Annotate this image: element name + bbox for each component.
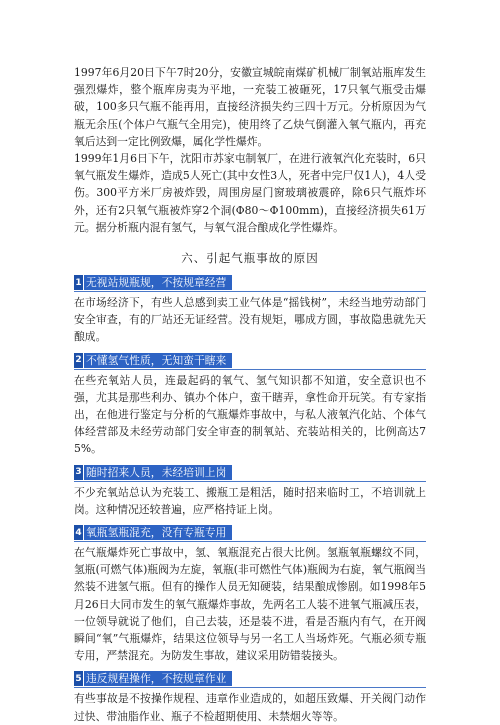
cause-number-badge: 1	[74, 275, 83, 290]
cause-header-3	[74, 464, 426, 482]
cause-title: 不懂氢气性质，无知蛮干瞎来	[84, 353, 232, 368]
cause-header-5	[74, 670, 426, 688]
cause-title: 随时招来人员，未经培训上岗	[84, 465, 232, 480]
cause-number-badge: 2	[74, 353, 83, 368]
cause-body: 有些事故是不按操作规程、违章作业造成的，如超压致爆、开关阀门动作过快、带油脂作业、瓶子不检超期使用、未禁烟火等等。	[74, 692, 426, 723]
cause-number-badge: 3	[74, 465, 83, 480]
cause-body: 不少充氧站总认为充装工、搬瓶工是粗活，随时招来临时工，不培训就上岗。这种情况还较普遍，应严格持证上岗。	[74, 485, 426, 516]
intro-paragraph-1: 1997年6月20日下午7时20分，安徽宣城皖南煤矿机械厂制氧站瓶库发生强烈爆炸，整个瓶库房夷为平地，一充装工被砸死，17只氧气瓶受击爆破，100多只气瓶不能再用，直接经济损失约三四十万元。分析原因为气瓶无余压(个体户气瓶气全用完)，使用终了乙炔气倒灌入氧气瓶内，再充氧后达到一定比例致爆，属化学性爆炸。	[74, 66, 426, 148]
cause-body: 在气瓶爆炸死亡事故中，氢、氧瓶混充占很大比例。氢瓶氧瓶螺纹不同，氢瓶(可燃气体)瓶阀为左旋，氧瓶(非可燃性气体)瓶阀为右旋，氧气瓶阀当然装不进氢气瓶。但有的操作人员无知硬装，结果酿成惨剧。如1998年5月26日大同市发生的氧气瓶爆炸事故，先两名工人装不进氧气瓶减压表，一位领导就说了他们，自己去装，还是装不进，看是否瓶内有气，在开阀瞬间“氧”气瓶爆炸，结果这位领导与另一名工人当场炸死。气瓶必须专瓶专用，严禁混充。为防发生事故，建议采用防错装接头。	[74, 546, 426, 663]
cause-item-4	[74, 524, 426, 664]
intro-paragraph-2: 1999年1月6日下午，沈阳市苏家屯制氧厂，在进行液氧汽化充装时，6只氧气瓶发生爆炸，造成5人死亡(其中女性3人，死者中完尸仅1人)，4人受伤。300平方米厂房被炸毁，周围房屋门窗玻璃被震碎，除6只气瓶炸坏外，还有2只氧气瓶被炸穿2个洞(Φ80～Φ100mm)，直接经济损失61万元。据分析瓶内混有氢气，与氧气混合酿成化学性爆炸。	[74, 152, 426, 234]
cause-body: 在市场经济下，有些人总感到卖工业气体是“摇钱树”，未经当地劳动部门安全审查，有的厂站还无证经营。没有规矩，哪成方圆，事故隐患就先天酿成。	[74, 296, 426, 344]
cause-title: 无视站规瓶规，不按规章经营	[84, 275, 232, 290]
cause-item-1	[74, 274, 426, 346]
cause-body: 在些充氧站人员，连最起码的氧气、氢气知识都不知道，安全意识也不强，尤其是那些利办、镇办个体户，蛮干瞎弄，拿性命开玩笑。有专家指出，在他进行鉴定与分析的气瓶爆炸事故中，与私人液氧汽化站、个体气体经营部及未经劳动部门安全审查的制氧站、充装站相关的，比例高达75%。	[74, 373, 426, 456]
cause-header-2	[74, 352, 426, 370]
cause-item-2	[74, 352, 426, 458]
cause-number-badge: 5	[74, 671, 83, 686]
cause-number-badge: 4	[74, 525, 83, 540]
cause-title: 氧瓶氢瓶混充，没有专瓶专用	[84, 525, 232, 540]
cause-header-4	[74, 524, 426, 542]
cause-title: 违反规程操作，不按规章作业	[84, 671, 232, 686]
cause-header-1	[74, 274, 426, 292]
cause-item-5	[74, 670, 426, 724]
section-title: 六、引起气瓶事故的原因	[181, 251, 319, 266]
cause-item-3	[74, 464, 426, 518]
